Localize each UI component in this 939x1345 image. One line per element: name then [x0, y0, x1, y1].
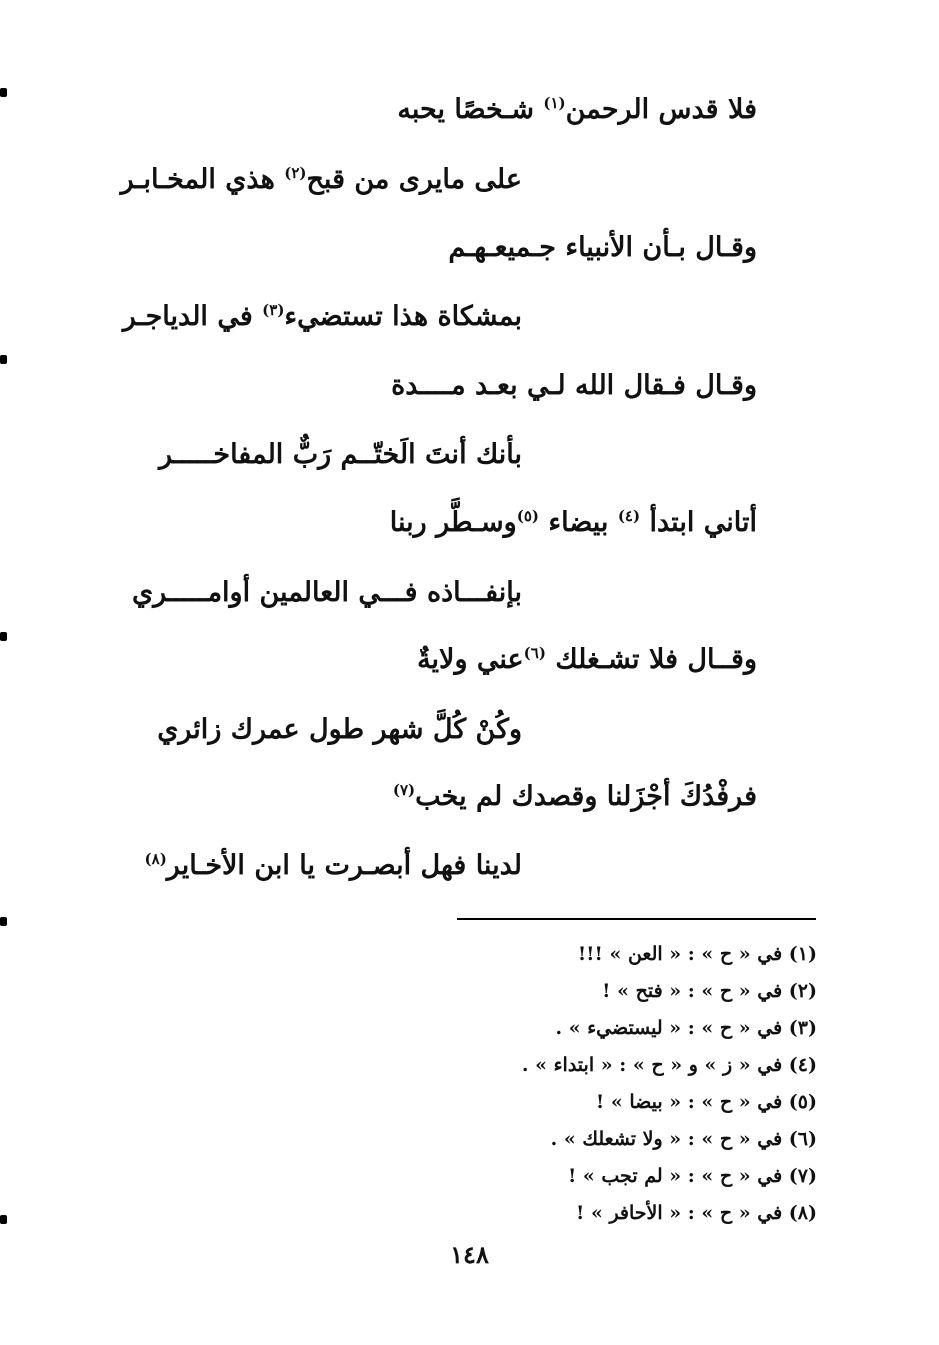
poem-line-text: أتاني ابتدأ [640, 507, 757, 538]
poem-line-text: لدينا فهل أبصـرت يا ابن الأخـاير [166, 850, 522, 881]
poem-line-text: بمشكاة هذا تستضيء [284, 301, 522, 332]
page-number: ١٤٨ [450, 1240, 489, 1269]
scan-edge-mark [0, 355, 7, 364]
footnote: (٥) في « ح » : « بيضا » ! [595, 1091, 817, 1113]
poem-line [391, 366, 757, 406]
poem-line-text: وسـطَّر ربنا [389, 507, 517, 538]
poem-line [123, 297, 522, 337]
footnote-ref: (٨) [144, 850, 167, 868]
poem-line-text: في الدياجـر [122, 301, 263, 332]
footnote: (١) في « ح » : « العن » !!! [577, 943, 817, 965]
poem-line-text: بيضاء [539, 507, 618, 538]
footnote-ref: (٧) [392, 781, 416, 799]
poem-line [121, 160, 522, 200]
footnote: (٨) في « ح » : « الأحافر » ! [576, 1202, 817, 1224]
poem-line-text: فلا قدس الرحمن [565, 94, 757, 125]
scan-edge-mark [0, 917, 7, 926]
poem-line-text: وقـال بـأن الأنبياء جـميعـهـم [448, 232, 757, 263]
poem-line-text: على مايرى من قبح [306, 164, 522, 195]
footnote: (٧) في « ح » : « لم تجب » ! [567, 1165, 817, 1187]
footnote-ref: (٤) [617, 507, 641, 525]
footnote-ref: (٢) [284, 164, 307, 182]
footnote: (٢) في « ح » : « فتح » ! [602, 980, 817, 1002]
poem-line [159, 435, 522, 475]
poem-line-text: عني ولايةٌ [417, 644, 524, 675]
footnote-ref: (١) [543, 94, 566, 112]
poem-line-text: وكُنْ كُلَّ شهر طول عمرك زائري [157, 714, 522, 745]
poem-line-text: هذي المخـابـر [120, 164, 285, 195]
poem-line [397, 90, 757, 130]
footnote-ref: (٦) [523, 644, 546, 662]
footnote: (٤) في « ز » و « ح » : « ابتداء » . [521, 1054, 817, 1076]
scan-edge-mark [0, 1215, 7, 1224]
scan-edge-mark [0, 632, 7, 641]
poem-line [393, 777, 757, 817]
poem-line-text: بإنفـــاذه فـــي العالمين أوامـــــري [132, 577, 522, 608]
poem-line-text: شـخصًا يحبه [397, 94, 544, 125]
footnote: (٦) في « ح » : « ولا تشعلك » . [550, 1128, 817, 1150]
poem-line-text: بأنك أنتَ الَختّــم رَبٌّ المفاخـــــر [158, 439, 522, 470]
footnote-divider [457, 918, 816, 920]
poem-line [132, 573, 522, 613]
poem-line [448, 228, 757, 268]
poem-line [417, 640, 757, 680]
footnote: (٣) في « ح » : « ليستضيء » . [555, 1017, 817, 1039]
poem-line-text: فرفْدُكَ أجْزَلنا وقصدك لم يخب [415, 781, 757, 812]
poem-line [145, 846, 522, 886]
poem-line [390, 503, 757, 543]
footnote-ref: (٥) [516, 507, 539, 525]
poem-line [157, 710, 522, 750]
scan-edge-mark [0, 88, 7, 97]
poem-line-text: وقــال فلا تشـغلك [545, 644, 757, 675]
poem-line-text: وقـال فـقال الله لـي بعـد مــــدة [391, 370, 757, 401]
footnote-ref: (٣) [262, 301, 285, 319]
footnotes-list [397, 936, 817, 1232]
